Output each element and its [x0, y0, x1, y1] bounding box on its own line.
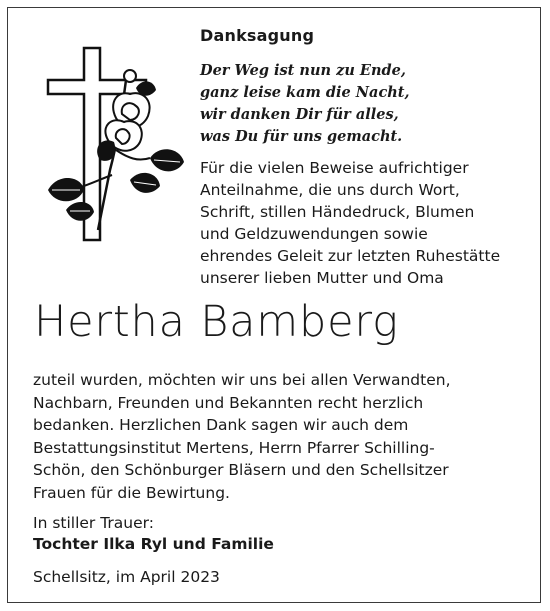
body-line: Nachbarn, Freunden und Bekannten recht herzlich: [33, 393, 424, 412]
intro-line: Schrift, stillen Händedruck, Blumen: [200, 203, 475, 221]
heading-danksagung: Danksagung: [200, 26, 315, 45]
intro-line: ehrendes Geleit zur letzten Ruhestätte: [200, 247, 501, 265]
place-date: Schellsitz, im April 2023: [33, 568, 220, 586]
body-line: Schön, den Schönburger Bläsern und den Schellsitzer: [33, 461, 449, 479]
body-line: zuteil wurden, möchten wir uns bei allen Verwandten,: [33, 371, 451, 389]
poem-line: ganz leise kam die Nacht,: [200, 84, 410, 101]
poem: [200, 60, 410, 148]
family-signature: Tochter Ilka Ryl und Familie: [33, 535, 274, 553]
body-line: bedanken. Herzlichen Dank sagen wir auch dem: [33, 416, 409, 434]
intro-paragraph: [200, 157, 500, 289]
mourning-label: In stiller Trauer:: [33, 514, 154, 532]
intro-line: unserer lieben Mutter und Oma: [200, 269, 444, 287]
thanks-paragraph: [33, 369, 451, 504]
body-line: Frauen für die Bewirtung.: [33, 483, 230, 502]
body-line: Bestattungsinstitut Mertens, Herrn Pfarrer Schilling-: [33, 438, 435, 457]
intro-line: Anteilnahme, die uns durch Wort,: [200, 181, 460, 199]
cross-with-rose-icon: [38, 40, 198, 250]
poem-line: wir danken Dir für alles,: [200, 106, 399, 123]
poem-line: was Du für uns gemacht.: [200, 128, 403, 145]
intro-line: und Geldzuwendungen sowie: [200, 225, 428, 243]
intro-line: Für die vielen Beweise aufrichtiger: [200, 159, 469, 177]
deceased-name: Hertha Bamberg: [34, 297, 399, 347]
poem-line: Der Weg ist nun zu Ende,: [200, 62, 406, 79]
